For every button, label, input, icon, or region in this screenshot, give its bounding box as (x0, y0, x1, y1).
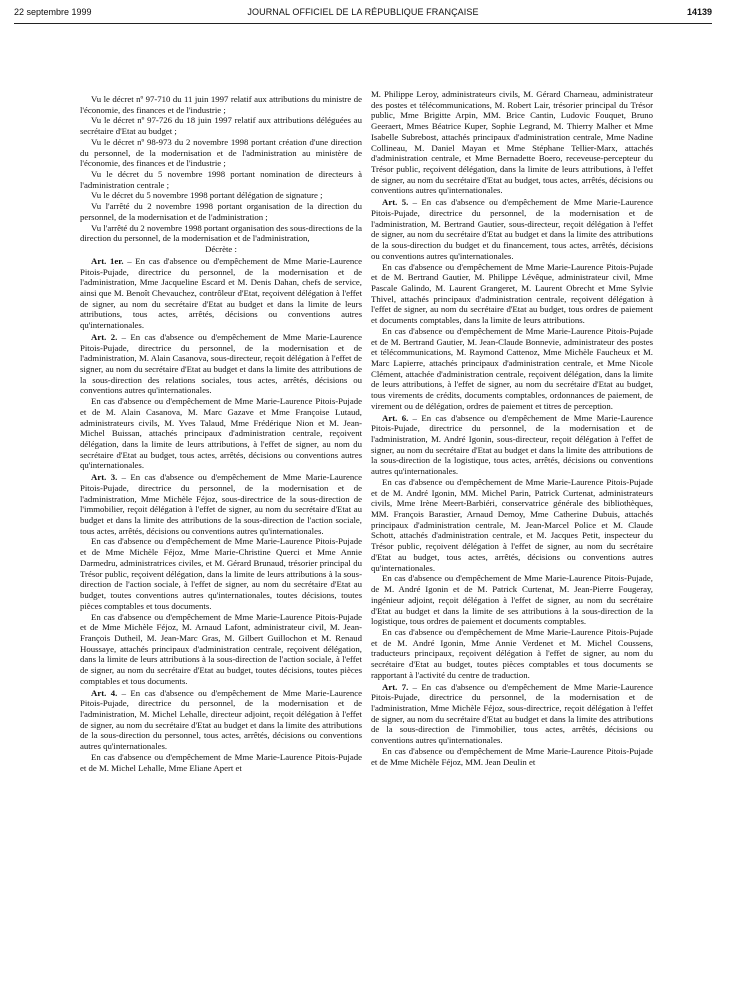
article-text: – En cas d'absence ou d'empêchement de Mme Marie-Laurence Pitois-Pujade, directrice du personnel, de la modernisation et de l'administration, M. Michel Lehalle, directeur adjoint, reçoit délégation à l'effet de signer, au nom du secrétaire d'Etat au budget et dans la limite des attributions de la sous-direction du personnel, tous actes, arrêtés, décisions ou conventions autres qu'internationales. (80, 687, 362, 752)
article-paragraph (80, 472, 362, 536)
article-text: – En cas d'absence ou d'empêchement de Mme Marie-Laurence Pitois-Pujade, directrice du personnel, de la modernisation et de l'administration, M. Bertrand Gautier, sous-directeur, reçoit délégation à l'effet de signer, au nom du secrétaire d'Etat au budget et dans la limite des attributions de la sous-direction du budget et du financement, tous actes, arrêtés, décisions ou conventions autres qu'internationales. (371, 197, 653, 261)
paragraph: En cas d'absence ou d'empêchement de Mme Marie-Laurence Pitois-Pujade et de M. Bertrand Gautier, M. Jean-Claude Bonnevie, administrateur des postes et télécommunications, M. Raymond Cattenoz, Mme Michèle Faucheux et M. Marc Lapierre, attachés principaux d'administration centrale, et Mme Nicole Clément, attachée d'administration centrale, reçoivent délégation, dans la limite de leurs attributions, à l'effet de signer, au nom du secrétaire d'Etat au budget, tous virements de crédits, documents comptables, ordonnances de paiement, de virement ou de délégation, ordres de paiement et titres de perception. (371, 325, 653, 411)
paragraph: Vu l'arrêté du 2 novembre 1998 portant organisation de la direction du personnel, de la modernisation et de l'administration ; (80, 201, 362, 222)
page-header (14, 7, 712, 21)
paragraph: En cas d'absence ou d'empêchement de Mme Marie-Laurence Pitois-Pujade et de Mme Michèle Féjoz, Mme Marie-Christine Querci et Mme Annie Darmedru, administratrices civiles, et M. Gérard Brunaud, trésorier principal du Trésor public, reçoivent délégation, dans la limite de leurs attributions à la sous-direction de l'action sociale, à l'effet de signer, au nom du secrétaire d'Etat au budget, toutes conventions autres qu'internationales, toutes décisions, toutes pièces comptables et tous documents. (80, 536, 362, 611)
continued-paragraph: M. Philippe Leroy, administrateurs civils, M. Gérard Charneau, administrateur des postes et télécommunications, M. Robert Lair, trésorier principal du Trésor public, Mme Brigitte Arpin, MM. Brice Cantin, Ludovic Fouquet, Bruno Geeraert, Mmes Béatrice Kuper, Sophie Legrand, M. Thierry Malher et Mme Isabelle Subrebost, attachés principaux d'administration centrale, Mme Nadine Collineau, M. Daniel Mayan et Mme Stéphane Tellier-Marx, attachés d'administration centrale, et Mme Bernadette Boero, receveuse-percepteur du Trésor public, reçoivent délégation, dans la limite de leurs attributions, à l'effet de signer, au nom du secrétaire d'Etat au budget, tous actes, arrêtés, décisions ou conventions autres qu'internationales. (371, 89, 653, 196)
paragraph: En cas d'absence ou d'empêchement de Mme Marie-Laurence Pitois-Pujade et de M. Bertrand Gautier, M. Philippe Lévêque, administrateur civil, Mme Pascale Galindo, M. Laurent Grangeret, M. Laurent Obrecht et Mme Sylvie Thivel, attachés principaux d'administration centrale, reçoivent délégation à l'effet de signer, au nom du secrétaire d'Etat au budget, tous ordres de paiement et documents comptables, dans la limite de leurs attributions. (371, 261, 653, 326)
article-text: – En cas d'absence ou d'empêchement de Mme Marie-Laurence Pitois-Pujade, directrice du personnel, de la modernisation et de l'administration, Mme Michèle Féjoz, sous-directrice, reçoit délégation à l'effet de signer, au nom du secrétaire d'Etat au budget et dans la limite des attributions de la sous-direction de l'immobilier, tous actes, arrêtés, décisions ou conventions autres qu'internationales. (371, 681, 653, 746)
paragraph: En cas d'absence ou d'empêchement de Mme Marie-Laurence Pitois-Pujade, de M. André Igonin et de M. Patrick Curtenat, M. Jean-Pierre Fougeray, ingénieur adjoint, reçoit délégation à l'effet de signer, au nom du secrétaire d'Etat au budget et dans la limite de ses attributions à la sous-direction de la logistique, tous ordres de paiement et documents comptables. (371, 573, 653, 627)
paragraph: En cas d'absence ou d'empêchement de Mme Marie-Laurence Pitois-Pujade et de Mme Michèle Féjoz, M. Arnaud Lafont, administrateur civil, M. Jean-François Dutheil, M. Jean-Marc Gras, M. Gilbert Guillochon et M. Renaud Houssaye, attachés principaux d'administration centrale, reçoivent délégation, dans la limite de leurs attributions à la sous-direction de l'action sociale, à l'effet de signer, au nom du secrétaire d'Etat au budget, toutes décisions, toutes pièces comptables et tous documents. (80, 611, 362, 686)
article-label: Art. 5. (382, 197, 409, 208)
paragraph: En cas d'absence ou d'empêchement de Mme Marie-Laurence Pitois-Pujade et de Mme Michèle Féjoz, MM. Jean Deulin et (371, 745, 653, 767)
article-text: – En cas d'absence ou d'empêchement de Mme Marie-Laurence Pitois-Pujade, directrice du personnel, de la modernisation et de l'administration, Mme Jacqueline Escard et M. Denis Dahan, chefs de service, ainsi que M. Benoît Chevauchez, contrôleur d'Etat, reçoivent délégation à l'effet de signer, au nom du secrétaire d'Etat au budget et dans la limite de leurs attributions, tous actes, arrêtés, décisions ou conventions autres qu'internationales. (80, 255, 362, 331)
article-label: Art. 2. (91, 331, 118, 342)
paragraph: Vu le décret du 5 novembre 1998 portant nomination de directeurs à l'administration centrale ; (80, 169, 362, 190)
article-label: Art. 3. (91, 472, 118, 483)
issue-date: 22 septembre 1999 (14, 7, 92, 17)
journal-title: JOURNAL OFFICIEL DE LA RÉPUBLIQUE FRANÇAISE (247, 7, 479, 17)
article-label: Art. 1er. (91, 255, 124, 266)
article-paragraph (371, 197, 653, 261)
paragraph: Vu le décret nº 97-726 du 18 juin 1997 relatif aux attributions déléguées au secrétaire d'Etat au budget ; (80, 115, 362, 137)
paragraph: En cas d'absence ou d'empêchement de Mme Marie-Laurence Pitois-Pujade et de M. André Igonin, Mme Annie Verdenet et M. Michel Coussens, traducteurs principaux, reçoivent délégation à l'effet de signer, au nom du secrétaire d'Etat au budget, toutes pièces comptables et tous documents se rapportant à l'activité du centre de traduction. (371, 626, 653, 680)
header-rule (14, 23, 712, 24)
article-label: Art. 7. (382, 681, 409, 692)
article-text: – En cas d'absence ou d'empêchement de Mme Marie-Laurence Pitois-Pujade, directrice du personnel, de la modernisation et de l'administration, M. Alain Casanova, sous-directeur, reçoit délégation à l'effet de signer, au nom du secrétaire d'Etat au budget et dans la limite des attributions de la sous-direction des relations sociales, tous actes, arrêtés, décisions ou conventions autres qu'internationales. (80, 331, 362, 396)
article-paragraph (80, 688, 362, 752)
paragraph: En cas d'absence ou d'empêchement de Mme Marie-Laurence Pitois-Pujade et de M. Michel Lehalle, Mme Eliane Apert et (80, 751, 362, 773)
paragraph: Vu le décret nº 97-710 du 11 juin 1997 relatif aux attributions du ministre de l'économie, des finances et de l'industrie ; (80, 94, 362, 115)
page-number: 14139 (686, 7, 712, 17)
article-paragraph (371, 682, 653, 746)
paragraph: En cas d'absence ou d'empêchement de Mme Marie-Laurence Pitois-Pujade et de M. Alain Casanova, M. Marc Gazave et Mme Françoise Lutaud, administrateurs civils, M. Yves Talaud, Mme Frédérique Nion et M. Jean-Michel Buissan, attachés principaux d'administration centrale, reçoivent délégation, dans la limite de leurs attributions, à l'effet de signer, au nom du secrétaire d'Etat au budget, tous actes, arrêtés, décisions ou conventions autres qu'internationales. (80, 396, 362, 471)
article-paragraph (80, 332, 362, 396)
paragraph: Vu le décret nº 98-973 du 2 novembre 1998 portant création d'une direction du personnel, de la modernisation et de l'administration au ministère de l'économie, des finances et de l'industrie ; (80, 136, 362, 169)
paragraph: Vu l'arrêté du 2 novembre 1998 portant organisation des sous-directions de la direction du personnel, de la modernisation et de l'administration, (80, 222, 362, 244)
paragraph: En cas d'absence ou d'empêchement de Mme Marie-Laurence Pitois-Pujade et de M. André Igonin, MM. Michel Parin, Patrick Curtenat, administrateurs civils, Mme Irène Meert-Barbiéri, conservatrice générale des bibliothèques, MM. François Barastier, Arnaud Demoy, Mme Catherine Dubuis, attachés principaux d'administration centrale, M. Jean-Marcel Police et M. Claude Schott, attachés d'administration centrale, et M. Jacques Petit, inspecteur du Trésor public, reçoivent délégation à l'effet de signer, au nom du secrétaire d'Etat au budget, tous actes, arrêtés, décisions ou conventions autres qu'internationales. (371, 476, 653, 573)
decree-heading: Décrète : (205, 244, 237, 255)
left-column (80, 94, 362, 773)
article-label: Art. 6. (382, 412, 409, 423)
article-text: – En cas d'absence ou d'empêchement de Mme Marie-Laurence Pitois-Pujade, directrice du personnel, de la modernisation et de l'administration, Mme Michèle Féjoz, sous-directrice de la sous-direction de l'immobilier, reçoit délégation à l'effet de signer, au nom du secrétaire d'Etat au budget et dans la limite des attributions de la sous-direction de l'action sociale, tous actes, arrêtés, décisions ou conventions autres qu'internationales. (80, 472, 362, 536)
article-label: Art. 4. (91, 687, 118, 698)
article-paragraph (80, 256, 362, 331)
article-paragraph (371, 413, 653, 477)
article-text: – En cas d'absence ou d'empêchement de Mme Marie-Laurence Pitois-Pujade, directrice du personnel, de la modernisation et de l'administration, M. André Igonin, sous-directeur, reçoit délégation à l'effet de signer, au nom du secrétaire d'Etat au budget et dans la limite des attributions de la sous-direction de la logistique, tous actes, arrêtés, décisions ou conventions autres qu'internationales. (371, 412, 653, 477)
right-column (371, 89, 653, 767)
paragraph: Vu le décret du 5 novembre 1998 portant délégation de signature ; (91, 190, 323, 201)
